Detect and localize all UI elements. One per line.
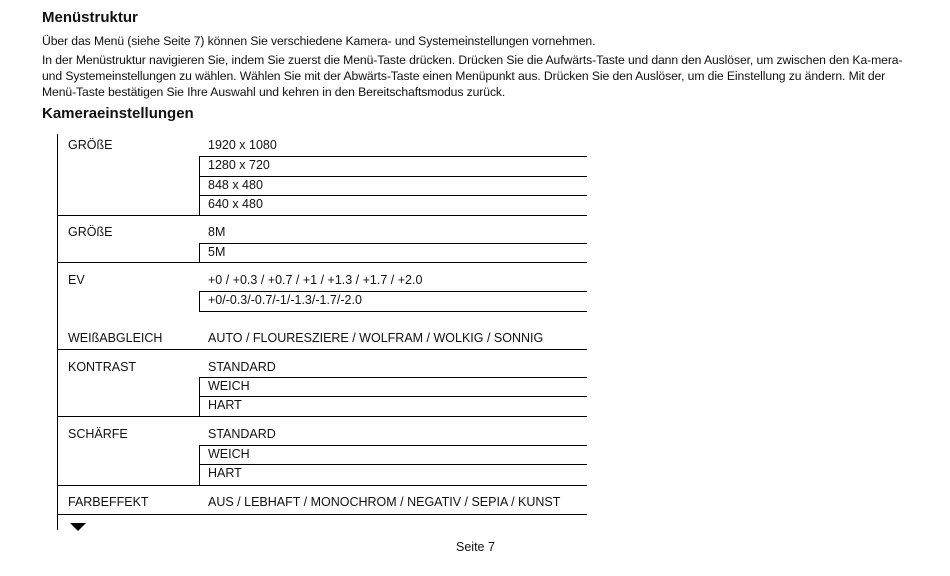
section-divider — [57, 262, 587, 263]
menu-option: 848 x 480 — [208, 178, 263, 192]
intro-paragraph-2: In der Menüstruktur navigieren Sie, indem Sie zuerst die Menü-Taste drücken. Drücken Sie die Aufwärts-Taste und dann den Auslöser, um zwischen den Ka-mera- und Systemeinstellungen zu wählen. Wählen Sie mit der Abwärts-Taste einen Menüpunkt aus. Drücken Sie den Auslöser, um die Einstellung zu ändern. Mit der Menü-Taste bestätigen Sie Ihre Auswahl und kehren in den Bereitschaftsmodus zurück. — [42, 53, 903, 99]
menu-tree-trunk — [57, 134, 58, 530]
divider — [199, 243, 587, 244]
menu-option: WEICH — [208, 379, 250, 393]
menu-option: 1920 x 1080 — [208, 138, 277, 152]
menu-option: AUTO / FLOURESZIERE / WOLFRAM / WOLKIG / SONNIG — [208, 331, 544, 345]
section-divider — [57, 215, 587, 216]
branch-line — [199, 445, 200, 485]
menu-option: AUS / LEBHAFT / MONOCHROM / NEGATIV / SEPIA / KUNST — [208, 495, 561, 509]
menu-label-contrast: KONTRAST — [68, 360, 137, 374]
divider — [199, 396, 587, 397]
branch-line — [199, 291, 200, 311]
menu-label-photo-size: GRÖßE — [68, 225, 113, 239]
divider — [199, 311, 587, 312]
section-divider — [57, 416, 587, 417]
menu-option: +0 / +0.3 / +0.7 / +1 / +1.3 / +1.7 / +2.0 — [208, 273, 423, 287]
menu-label-video-size: GRÖßE — [68, 138, 113, 152]
menu-label-ev: EV — [68, 273, 85, 287]
divider — [199, 176, 587, 177]
menu-option: HART — [208, 466, 242, 480]
intro-paragraph-1: Über das Menü (siehe Seite 7) können Sie verschiedene Kamera- und Systemeinstellungen vornehmen. — [42, 34, 596, 48]
divider — [199, 291, 587, 292]
menu-label-sharpness: SCHÄRFE — [68, 427, 128, 441]
divider — [199, 464, 587, 465]
menu-option: STANDARD — [208, 427, 276, 441]
menu-label-white-balance: WEIßABGLEICH — [68, 331, 163, 345]
menu-option: 640 x 480 — [208, 197, 263, 211]
menu-option: 1280 x 720 — [208, 158, 270, 172]
section-divider — [57, 514, 587, 515]
menu-option: 5M — [208, 245, 226, 259]
branch-line — [199, 243, 200, 262]
menu-label-color-effect: FARBEFFEKT — [68, 495, 149, 509]
menu-option: HART — [208, 398, 242, 412]
menu-option: 8M — [208, 225, 226, 239]
branch-line — [199, 377, 200, 416]
branch-line — [199, 156, 200, 216]
menu-option: STANDARD — [208, 360, 276, 374]
divider — [199, 377, 587, 378]
section-divider — [57, 349, 587, 350]
triangle-down-icon — [70, 523, 86, 531]
divider — [199, 156, 587, 157]
menu-option: +0/-0.3/-0.7/-1/-1.3/-1.7/-2.0 — [208, 293, 362, 307]
divider — [199, 195, 587, 196]
section-divider — [57, 485, 587, 486]
section-title: Kameraeinstellungen — [42, 105, 194, 122]
page-number: Seite 7 — [456, 540, 495, 554]
menu-option: WEICH — [208, 447, 250, 461]
page-heading: Menüstruktur — [42, 9, 138, 26]
divider — [199, 445, 587, 446]
